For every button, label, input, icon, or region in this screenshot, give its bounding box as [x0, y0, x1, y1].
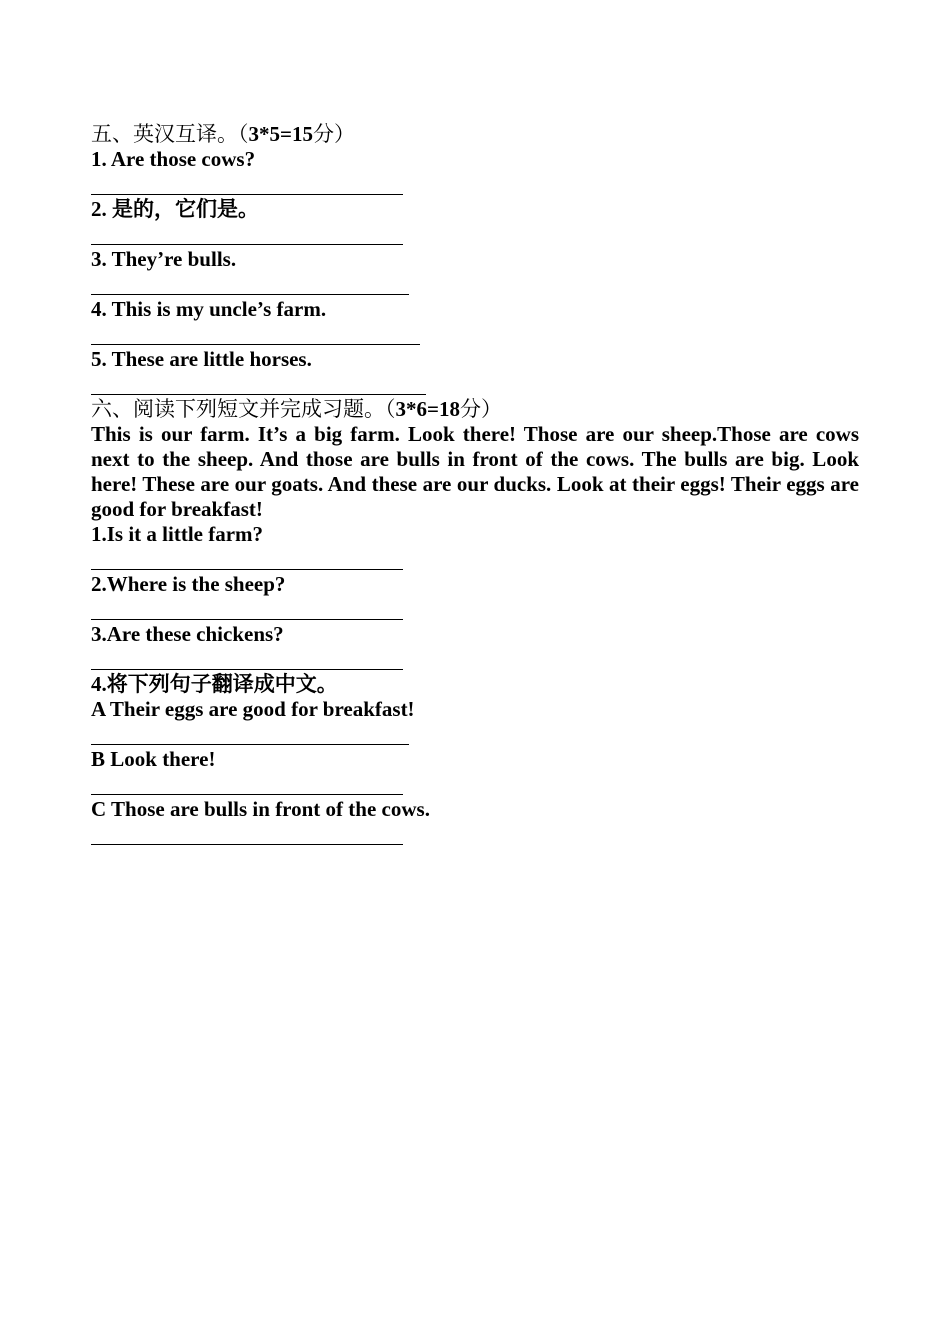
answer-line[interactable]	[91, 322, 859, 347]
translation-item: 3. They’re bulls.	[91, 247, 237, 271]
answer-line[interactable]	[91, 722, 859, 747]
answer-line[interactable]	[91, 172, 859, 197]
translation-item: 4. This is my uncle’s farm.	[91, 297, 327, 321]
section-6-heading	[91, 397, 859, 422]
section-5-heading	[91, 122, 859, 147]
section-6-title: 六、阅读下列短文并完成习题。（	[91, 397, 396, 421]
section-5-title: 五、英汉互译。（	[91, 122, 249, 146]
question-item: 3.Are these chickens?	[91, 622, 284, 646]
question-4-title: 4.将下列句子翻译成中文。	[91, 672, 338, 696]
translation-item: 5. These are little horses.	[91, 347, 312, 371]
translate-sentence: A Their eggs are good for breakfast!	[91, 697, 415, 721]
answer-line[interactable]	[91, 772, 859, 797]
reading-passage: This is our farm. It’s a big farm. Look there! Those are our sheep.Those are cows next to the sheep. And those are bulls in front of the cows. The bulls are big. Look here! These are our goats. And these are our ducks. Look at their eggs! Their eggs are good for breakfast!	[91, 422, 859, 521]
answer-line[interactable]	[91, 272, 859, 297]
section-6-title-end: 分）	[459, 397, 502, 421]
answer-line[interactable]	[91, 222, 859, 247]
answer-line[interactable]	[91, 822, 859, 847]
translate-sentence: C Those are bulls in front of the cows.	[91, 797, 430, 821]
answer-line[interactable]	[91, 547, 859, 572]
section-6-score: 3*6=18	[395, 397, 460, 421]
answer-line[interactable]	[91, 597, 859, 622]
question-item: 1.Is it a little farm?	[91, 522, 264, 546]
translation-item: 1. Are those cows?	[91, 147, 256, 171]
answer-line[interactable]	[91, 372, 859, 397]
answer-line[interactable]	[91, 647, 859, 672]
section-5-score: 3*5=15	[248, 122, 313, 146]
worksheet	[91, 122, 859, 847]
translate-sentence: B Look there!	[91, 747, 216, 771]
question-item: 2.Where is the sheep?	[91, 572, 286, 596]
translation-item: 2. 是的，它们是。	[91, 197, 259, 221]
section-5-title-end: 分）	[312, 122, 355, 146]
